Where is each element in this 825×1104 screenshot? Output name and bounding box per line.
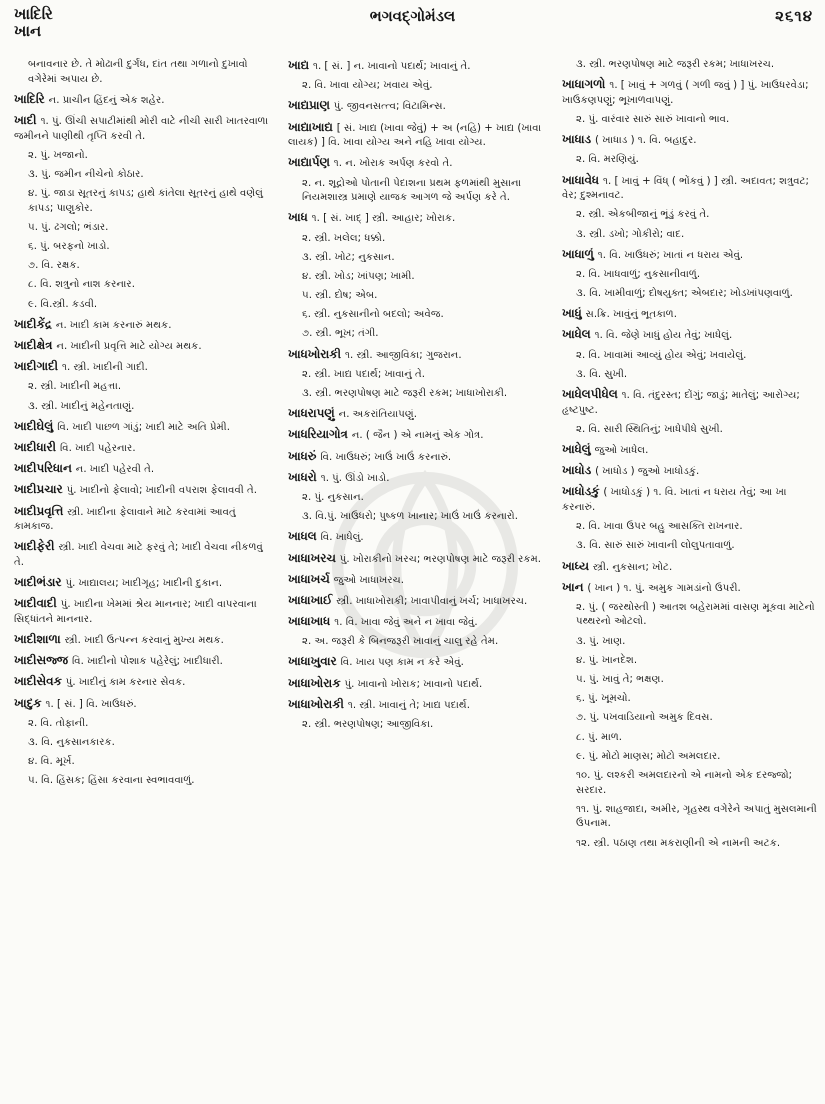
dictionary-entry: [562, 132, 820, 149]
dictionary-entry: [288, 79, 552, 94]
dictionary-entry: [288, 614, 552, 631]
dictionary-entry: [14, 596, 276, 627]
entry-definition: ૭. પું. પખવાડિયાનો અમુક દિવસ.: [576, 712, 713, 724]
entry-headword: ખાદ્યાર્પણ: [288, 155, 330, 170]
entry-definition: ૪. સ્ત્રી. ખોડ; ખાંપણ; ખામી.: [302, 270, 415, 282]
dictionary-entry: [288, 251, 552, 266]
dictionary-entry: [562, 173, 820, 204]
entry-definition: ૨. ન. શૂદ્રોઓ પોતાની પેદાશના પ્રથમ ફળમાંથી મુસાના નિયમશાસ્ત્ર પ્રમાણે યાજક આગળ જે અર્પણ કરે તે.: [302, 177, 522, 204]
dictionary-entry: [288, 470, 552, 487]
dictionary-entry: [288, 654, 552, 671]
dictionary-entry: [14, 149, 276, 164]
dictionary-entry: [14, 92, 276, 109]
entry-definition: વિ. ખાદી પહેરનાર.: [60, 442, 136, 454]
dictionary-entry: [14, 696, 276, 713]
entry-definition: ૧. વિ. ખાઉધરું; ખાતાં ન ધરાય એવું.: [597, 249, 744, 261]
dictionary-entry: [288, 289, 552, 304]
entry-definition: ૩. પું. જમીન નીચેનો કોઠાર.: [28, 168, 144, 180]
dictionary-entry: [288, 676, 552, 693]
entry-definition: ૩. વિ.પું. ખાઉધરો; પુષ્કળ ખાનાર; ખાઉં ખાઉં કરનારો.: [302, 511, 518, 523]
entry-definition: ૭. વિ. રક્ષક.: [28, 260, 80, 272]
entry-definition: ૧. [ સં. ખાદ્ ] સ્ત્રી. આહાર; ખોરાક.: [311, 213, 456, 225]
entry-definition: ૧૧. પું. શાહજાદા, અમીર, ગૃહસ્થ વગેરેને અપાતું મુસલમાની ઉપનામ.: [576, 803, 817, 830]
entry-definition: ૧. ન. ખોરાક અર્પણ કરવો તે.: [333, 158, 453, 170]
entry-headword: ખાધાખાઈ: [288, 592, 333, 607]
entry-headword: ખાદીશાળા: [14, 632, 61, 647]
entry-definition: ૯. પું. મોટો માણસ; મોટો અમલદાર.: [576, 750, 721, 762]
dictionary-entry: [288, 406, 552, 423]
dictionary-entry: [288, 232, 552, 247]
dictionary-entry: [562, 247, 820, 264]
dictionary-entry: [562, 153, 820, 168]
dictionary-entry: [288, 593, 552, 610]
dictionary-entry: [14, 317, 276, 334]
entry-headword: ખાધાગળો: [562, 77, 606, 92]
entry-headword: ખાધ્ય: [562, 558, 589, 573]
entry-definition: જુઓ ખાધેલ.: [594, 444, 649, 456]
entry-headword: ખાધાખોરાક: [288, 675, 341, 690]
entry-headword: ખાધખોરાકી: [288, 346, 342, 361]
column-right: [562, 58, 820, 1098]
entry-definition: પું. ખોરાકીનો ખરચ; ભરણપોષણ માટે જરૂરી રકમ.: [339, 553, 542, 565]
entry-headword: ખાધાડ: [562, 132, 592, 147]
dictionary-entry: [562, 327, 820, 344]
entry-definition: વિ. ખાધેલું.: [320, 532, 364, 544]
entry-definition: ( ખાધોડ ) જુઓ ખાધોડકું.: [595, 466, 700, 478]
dictionary-entry: [14, 755, 276, 770]
dictionary-entry: [562, 77, 820, 108]
dictionary-entry: [562, 228, 820, 243]
entry-headword: ખાધેલપીધેલ: [562, 387, 618, 401]
dictionary-entry: [562, 287, 820, 302]
dictionary-entry: [288, 572, 552, 589]
entry-headword: ખાદ્યપ્રાણ: [288, 98, 330, 113]
dictionary-entry: [562, 673, 820, 688]
entry-headword: ખાધ: [288, 210, 308, 225]
entry-definition: ન. અકરાંતિયાપણું.: [338, 409, 418, 421]
dictionary-entry: [14, 419, 276, 436]
dictionary-entry: [562, 559, 820, 576]
dictionary-entry: [14, 298, 276, 313]
entry-definition: ૧. વિ. જેણે ખાધું હોય તેવું; ખાધેલું.: [594, 330, 733, 342]
entry-definition: ૧. પું. ઊંડો ખાડો.: [320, 472, 390, 484]
entry-definition: વિ. ખાદીનો પોશાક પહેરેલું; ખાદીધારી.: [71, 656, 223, 668]
dictionary-entry: [562, 711, 820, 726]
entry-definition: ૧. વિ. તંદુરસ્ત; દોંગું; જાડું; માતેલું; આરોગ્ય; હૃષ્ટપુષ્ટ.: [562, 390, 800, 416]
dictionary-entry: [14, 221, 276, 236]
dictionary-entry: [288, 270, 552, 285]
entry-definition: ૨. પું. વારંવાર સારું સારું ખાવાનો ભાવ.: [576, 113, 730, 125]
entry-definition: ૬. પું. બરફનો ખાડો.: [28, 241, 110, 253]
entry-definition: વિ. ખાય પણ કામ ન કરે એવું.: [340, 657, 464, 669]
dictionary-entry: [14, 440, 276, 457]
dictionary-entry: [562, 692, 820, 707]
entry-definition: સ્ત્રી. નુકસાન; ખોટ.: [592, 561, 673, 573]
dictionary-entry: [562, 654, 820, 669]
dictionary-entry: [562, 387, 820, 418]
entry-definition: ૧. [ સં. ] ન. ખાવાનો પદાર્થ; ખાવાનું તે.: [312, 61, 471, 72]
dictionary-entry: [562, 769, 820, 798]
entry-definition: ૩. વિ. સારું સારું ખાવાની લોલુપતાવાળું.: [576, 540, 735, 552]
entry-definition: ૬. સ્ત્રી. નુકસાનીનો બદલો; અવેજ.: [302, 309, 444, 321]
entry-headword: ખાદીકેંદ્ર: [14, 316, 52, 331]
entry-headword: ખાદીક્ષેત્ર: [14, 338, 53, 353]
entry-headword: ખાદીઘેલું: [14, 418, 54, 433]
entry-definition: ૫. પું. ઢગલો; ભંડાર.: [28, 221, 109, 233]
entry-definition: ૨. વિ. ખાવા ઉપર બહુ આસક્તિ રાખનાર.: [576, 521, 743, 533]
dictionary-entry: [14, 278, 276, 293]
entry-definition: ૩. સ્ત્રી. ખોટ; નુકસાન.: [302, 251, 395, 263]
dictionary-entry: [14, 400, 276, 415]
entry-definition: ન. પ્રાચીન હિંદનું એક શહેર.: [48, 94, 165, 106]
entry-headword: ખાધાખુવાર: [288, 654, 337, 669]
entry-definition: ૨. વિ. સારી સ્થિતિનું; ખાધેપીધે સુખી.: [576, 423, 723, 435]
dictionary-entry: [288, 697, 552, 714]
entry-definition: ૮. પું. માળ.: [576, 731, 623, 743]
entry-definition: ( ખાધોડકું ) ૧. વિ. ખાતાં ન ધરાય તેવું; આ ખા કરનારું.: [562, 487, 787, 513]
dictionary-entry: [288, 155, 552, 172]
entry-definition: ૧. [ ખાવું + વિંધ્ ( ભોંકવું ) ] સ્ત્રી. અદાવત; શત્રુવટ; વેર; દુશ્મનાવટ.: [562, 175, 809, 202]
entry-definition: ૧. [ સં. ] વિ. ખાઉધરું.: [45, 698, 137, 710]
entry-definition: ૨. પું. ( જરથોસ્તી ) આતશ બહેરામમાં વાસણ મૂકવા માટેનો પથ્થરનો ઓટલો.: [576, 601, 815, 628]
entry-definition: સ્ત્રી. ખાદી ઉત્પન્ન કરવાનું મુખ્ય મથક.: [64, 635, 224, 647]
entry-definition: ૪. વિ. મૂર્ખ.: [28, 756, 75, 768]
dictionary-entry: [562, 520, 820, 535]
dictionary-entry: [14, 359, 276, 376]
dictionary-entry: [562, 208, 820, 223]
dictionary-entry: [288, 510, 552, 525]
entry-headword: ખાદ્યાખાદ્ય: [288, 119, 333, 134]
entry-definition: ( ખાન ) ૧. પું. અમુક ગામડાંનો ઉપરી.: [587, 582, 741, 594]
entry-headword: ખાદીસેવક: [14, 674, 62, 689]
entry-definition: ૨. સ્ત્રી. ખાદ્ય પદાર્થ; ખાવાનું તે.: [302, 368, 426, 380]
page-number: ૨૬૧૪: [775, 7, 813, 25]
entry-definition: ૩. વિ. નુકસાનકારક.: [28, 737, 115, 748]
entry-definition: સ્ત્રી. ખાધાખોરાકી; ખાવાપીવાનું ખર્ચ; ખાધાખરચ.: [336, 595, 528, 607]
entry-definition: પું. ખાવાનો ખોરાક; ખાવાનો પદાર્થ.: [344, 678, 483, 690]
dictionary-entry: [14, 380, 276, 395]
entry-definition: પું. ખાદીના ખેમમાં શ્રેય માનનાર; ખાદી વાપરવાના સિદ્ધાંતને માનનાર.: [14, 599, 257, 625]
dictionary-entry: [288, 427, 552, 444]
dictionary-entry: [288, 635, 552, 650]
dictionary-entry: [562, 539, 820, 554]
page-header: [0, 0, 825, 40]
entry-definition: ન. ખાદી કામ કરનારું મથક.: [55, 319, 172, 331]
entry-definition: વિ. ખાદી પાછળ ગાંડું; ખાદી માટે અતિ પ્રેમી.: [57, 421, 230, 433]
dictionary-entry: [288, 551, 552, 568]
dictionary-entry: [288, 120, 552, 151]
dictionary-entry: [562, 731, 820, 746]
dictionary-entry: [288, 449, 552, 466]
entry-definition: ૨. સ્ત્રી. ખાદીની મહત્તા.: [28, 381, 122, 393]
dictionary-entry: [14, 653, 276, 670]
entry-headword: ખાદીભંડાર: [14, 575, 62, 590]
entry-definition: સ.ક્રિ. ખાવુંનું ભૂતકાળ.: [585, 309, 677, 321]
entry-headword: ખાદીપરિધાન: [14, 461, 72, 476]
header-first-word: ખાદિરિ: [14, 5, 53, 23]
entry-definition: ૩. વિ. ખામીવાળું; દોષયુક્ત; એબદાર; ખોડખાંપણવાળું.: [576, 288, 793, 300]
entry-definition: ૨. સ્ત્રી. ભરણપોષણ; આજીવિકા.: [302, 719, 434, 730]
entry-headword: ખાદીધારી: [14, 439, 56, 454]
entry-definition: ૭. સ્ત્રી. ભૂખ; તંગી.: [302, 328, 379, 340]
entry-definition: પું. ખાદીનું કામ કરનાર સેવક.: [65, 677, 186, 689]
entry-definition: ૨. વિ. મરણિયું.: [576, 154, 639, 166]
entry-definition: ૧. પું. ઊંચી સપાટીમાંથી મોરી વાટે નીચી સારી ખાતરવાળા જમીનને પાણીથી તૃપ્તિ કરવી તે.: [14, 115, 269, 142]
entry-definition: ( ખાધાડ ) ૧. વિ. બહાદુર.: [595, 135, 697, 147]
entry-definition: ૧. સ્ત્રી. ખાદીની ગાદી.: [62, 362, 148, 374]
entry-headword: ખાધરાપણું: [288, 406, 335, 421]
entry-definition: ૨. સ્ત્રી. ખલેલ; ધક્કો.: [302, 232, 386, 244]
dictionary-entry: [14, 575, 276, 592]
dictionary-entry: [288, 210, 552, 227]
entry-definition: ન. ( જૈન ) એ નામનું એક ગોત્ર.: [351, 430, 484, 442]
entry-headword: ખાદીગાદી: [14, 359, 59, 374]
entry-definition: [ સં. ખાદ્ય (ખાવા જેવું) + અ (નહિ) + ખાદ્ય (ખાવા લાયક) ] વિ. ખાવા યોગ્ય અને નહિ ખાવા યોગ્ય.: [288, 122, 542, 149]
dictionary-entry: [562, 580, 820, 597]
dictionary-entry: [14, 338, 276, 355]
entry-definition: પું. જીવનસત્ત્વ; વિટામિન્સ.: [333, 101, 446, 113]
dictionary-entry: [14, 240, 276, 255]
dictionary-entry: [14, 504, 276, 535]
dictionary-entry: [562, 750, 820, 765]
entry-definition: ૫. પું. ખાવું તે; ભક્ષણ.: [576, 674, 664, 686]
dictionary-entry: [288, 327, 552, 342]
entry-headword: ખાદીપ્રચાર: [14, 482, 63, 497]
dictionary-entry: [14, 168, 276, 183]
entry-definition: ૧. [ ખાવું + ગળવું ( ગળી જવું ) ] પું. ખાઉધરવેડા; ખાઉકણપણું; ભૂખાળવાપણું.: [562, 80, 809, 106]
entry-definition: ૩. સ્ત્રી. ડખો; ગોકીરો; વાદ.: [576, 228, 685, 240]
entry-definition: ૧. વિ. ખાવા જેવું અને ન ખાવા જેવું.: [334, 617, 478, 629]
entry-headword: ખાધાળું: [562, 246, 594, 261]
dictionary-entry: [562, 463, 820, 480]
dictionary-entry: [14, 674, 276, 691]
dictionary-entry: [562, 442, 820, 459]
dictionary-title: ભગવદ્ગોમંડલ: [369, 7, 456, 25]
entry-headword: ખાધરિયાગોત્ર: [288, 427, 348, 442]
dictionary-entry: [562, 368, 820, 383]
entry-headword: ખાદુક: [14, 695, 42, 710]
dictionary-entry: [562, 268, 820, 283]
entry-headword: ખાધાખોરાકી: [288, 696, 344, 711]
entry-headword: ખાધાખરચ: [288, 550, 336, 565]
entry-headword: ખાધેલ: [562, 327, 591, 342]
entry-definition: પું. ખાદીનો ફેલાવો; ખાદીની વપરાશ ફેલાવવી તે.: [66, 485, 257, 497]
entry-definition: ૧૦. પું. લશ્કરી અમલદારનો એ નામનો એક દરજ્જો; સરદાર.: [576, 769, 793, 796]
dictionary-entry: [288, 529, 552, 546]
entry-headword: ખાધલ: [288, 529, 317, 544]
entry-headword: ખાદિરિ: [14, 91, 45, 106]
dictionary-entry: [562, 803, 820, 832]
dictionary-entry: [288, 491, 552, 506]
dictionary-entry: [14, 717, 276, 732]
dictionary-entry: [14, 259, 276, 274]
dictionary-entry: [562, 113, 820, 128]
entry-definition: ન. ખાદીની પ્રવૃત્તિ માટે યોગ્ય મથક.: [56, 341, 202, 353]
entry-definition: ૫. વિ. હિંસક; હિંસા કરવાના સ્વભાવવાળું.: [28, 775, 195, 787]
entry-headword: ખાદીફેરી: [14, 539, 55, 554]
entry-headword: ખાધોડકું: [562, 484, 600, 499]
dictionary-entry: [288, 98, 552, 115]
entry-headword: ખાધું: [562, 306, 582, 321]
entry-headword: ખાદી: [14, 112, 37, 127]
entry-definition: ૧. સ્ત્રી. ખાવાનું તે; ખાદ્ય પદાર્થ.: [347, 699, 470, 711]
entry-definition: ૨. વિ. ખાવામાં આવ્યું હોય એવું; ખવાયેલું.: [576, 349, 747, 361]
entry-definition: ૯. વિ.સ્ત્રી. કડવી.: [28, 298, 98, 310]
entry-definition: ૧૨. સ્ત્રી. પઠાણ તથા મકરાણીની એ નામની અટક.: [576, 837, 781, 849]
dictionary-entry: [288, 177, 552, 206]
entry-definition: ૩. સ્ત્રી. ભરણપોષણ માટે જરૂરી રકમ; ખાધાખરચ.: [576, 59, 775, 70]
entry-definition: વિ. ખાઉધરું; ખાઉં ખાઉં કરનારું.: [320, 451, 452, 463]
entry-definition: બનાવનાર છે. તે મોઢાની દુર્ગંધ, દાંત તથા ગળાનો દુખાવો વગેરેમાં અપાય છે.: [28, 59, 248, 85]
entry-definition: પું. ખાદ્યાલય; ખાદીગૃહ; ખાદીની દુકાન.: [65, 578, 223, 590]
entry-headword: ખાદીવાદી: [14, 596, 57, 611]
dictionary-entry: [288, 387, 552, 402]
entry-headword: ખાદીસજ્જ: [14, 653, 68, 668]
column-left: [14, 58, 276, 1098]
dictionary-entry: [288, 347, 552, 364]
dictionary-entry: [562, 837, 820, 852]
column-middle: [288, 58, 552, 1098]
entry-definition: ૩. પું. ખાણ.: [576, 635, 626, 647]
dictionary-entry: [562, 601, 820, 630]
entry-definition: ૮. વિ. શત્રુનો નાશ કરનાર.: [28, 279, 135, 291]
entry-definition: ૨. વિ. ખાવા યોગ્ય; ખવાય એવું.: [302, 80, 433, 92]
dictionary-entry: [562, 58, 820, 73]
entry-definition: ૨. સ્ત્રી. એકબીજાનું ભૂંડું કરવું તે.: [576, 209, 710, 221]
dictionary-entry: [14, 539, 276, 570]
entry-headword: ખાધેલું: [562, 441, 591, 456]
entry-definition: ૨. અ. જરૂરી કે બિનજરૂરી ખાવાનું ચાલુ રહે તેમ.: [302, 636, 499, 648]
entry-headword: ખાન: [562, 579, 584, 594]
entry-headword: ખાધોડ: [562, 463, 592, 478]
dictionary-entry: [288, 308, 552, 323]
entry-definition: ૧. સ્ત્રી. આજીવિકા; ગુજરાન.: [345, 349, 462, 361]
entry-definition: ૩. સ્ત્રી. ભરણપોષણ માટે જરૂરી રકમ; ખાધાખોરાકી.: [302, 388, 508, 399]
entry-definition: ૨. વિ. તોફાની.: [28, 717, 89, 729]
entry-definition: જુઓ ખાધાખરચ.: [333, 574, 405, 586]
entry-headword: ખાધરું: [288, 448, 317, 463]
dictionary-entry: [562, 306, 820, 323]
entry-definition: ૪. પું. જાડા સૂતરનું કાપડ; હાથે કાંતેલા સૂતરનું હાથે વણેલું કાપડ; પાણુકોર.: [28, 188, 263, 214]
dictionary-entry: [14, 187, 276, 216]
entry-headword: ખાધરો: [288, 469, 317, 484]
entry-definition: ૪. પું. ખાનદેશ.: [576, 654, 638, 666]
dictionary-entry: [288, 368, 552, 383]
dictionary-entry: [562, 349, 820, 364]
entry-definition: ૩. સ્ત્રી. ખાદીનું મહેનતાણું.: [28, 400, 135, 412]
entry-definition: સ્ત્રી. ખાદીના ફેલાવાને માટે કરવામાં આવતું કામકાજ.: [14, 506, 236, 533]
header-last-word: ખાન: [14, 22, 42, 40]
dictionary-entry: [288, 58, 552, 75]
entry-definition: ૨. પું. ખજાનો.: [28, 149, 88, 161]
dictionary-entry: [288, 718, 552, 733]
dictionary-entry: [562, 484, 820, 515]
dictionary-entry: [14, 58, 276, 87]
entry-definition: ૫. સ્ત્રી. દોષ; એબ.: [302, 290, 378, 302]
entry-definition: સ્ત્રી. ખાદી વેચવા માટે ફરવું તે; ખાદી વેચવા નીકળવું તે.: [14, 542, 263, 568]
entry-definition: ૩. વિ. સુખી.: [576, 368, 628, 380]
entry-definition: ન. ખાદી પહેરવી તે.: [75, 464, 155, 476]
entry-headword: ખાધાખાધ: [288, 614, 331, 629]
entry-headword: ખાધાવેધ: [562, 172, 599, 187]
dictionary-entry: [14, 736, 276, 751]
entry-headword: ખાધાખર્ચ: [288, 571, 330, 586]
entry-headword: ખાદ્ય: [288, 58, 309, 72]
dictionary-entry: [14, 632, 276, 649]
dictionary-entry: [562, 423, 820, 438]
dictionary-entry: [14, 774, 276, 789]
dictionary-entry: [14, 113, 276, 144]
entry-definition: ૨. પું. નુકસાન.: [302, 491, 364, 503]
entry-definition: ૨. વિ. ખાધવાળું; નુકસાનીવાળું.: [576, 268, 701, 280]
entry-definition: ૬. પું. ખૂમચો.: [576, 693, 631, 705]
entry-headword: ખાદીપ્રવૃત્તિ: [14, 503, 64, 518]
dictionary-columns: [14, 58, 817, 1098]
dictionary-entry: [14, 461, 276, 478]
dictionary-entry: [562, 635, 820, 650]
dictionary-entry: [14, 482, 276, 499]
